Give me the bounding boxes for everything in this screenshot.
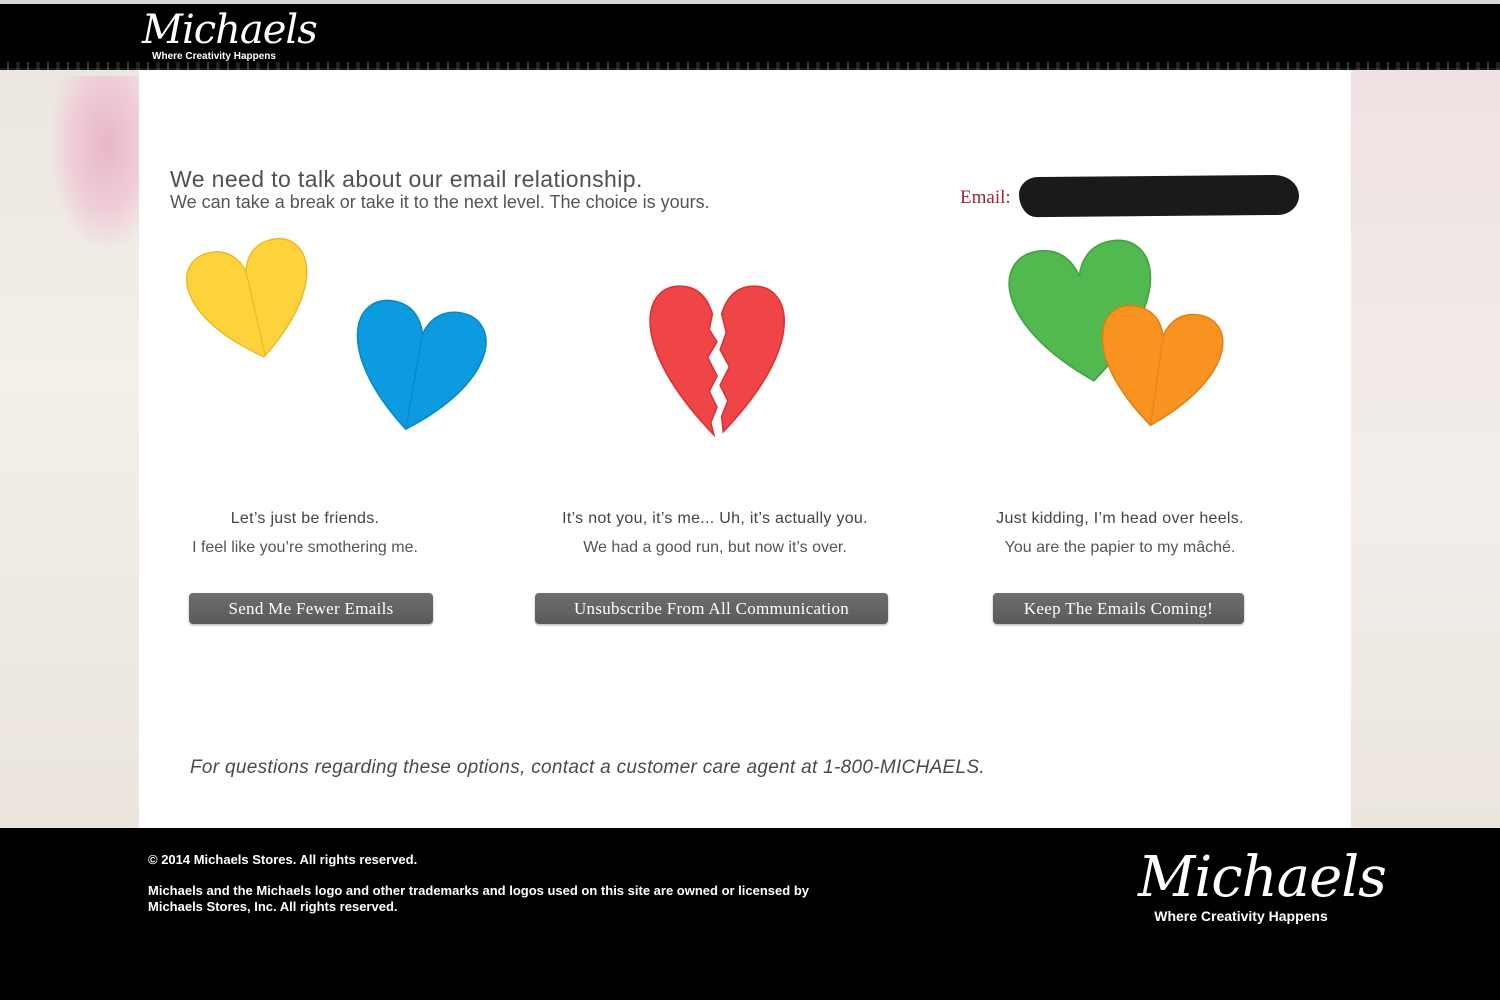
- footer-copyright: © 2014 Michaels Stores. All rights reserved.: [148, 852, 418, 867]
- footer-legal-notice: Michaels and the Michaels logo and other trademarks and logos used on this site are owned or licensed by Michaels Stores, Inc. All rights reserved.: [148, 883, 809, 914]
- broken-heart-illustration: [614, 285, 824, 445]
- footer-logo-wordmark: Michaels: [1138, 845, 1386, 910]
- broken-red-heart-icon: [650, 286, 784, 435]
- orange-heart-icon: [1091, 302, 1227, 434]
- redacted-email-address: [1019, 175, 1299, 217]
- footer-michaels-logo[interactable]: [1138, 845, 1386, 924]
- logo-tagline: Where Creativity Happens: [152, 51, 276, 62]
- option-friends-subtitle: I feel like you’re smothering me.: [192, 539, 418, 556]
- option-unsubscribe-title: It’s not you, it’s me... Uh, it’s actually you.: [562, 510, 868, 527]
- page-headline: We need to talk about our email relationship.: [170, 166, 643, 192]
- site-header: [0, 4, 1500, 68]
- option-keep-title: Just kidding, I’m head over heels.: [996, 510, 1244, 527]
- keep-emails-coming-button[interactable]: Keep The Emails Coming!: [993, 593, 1244, 624]
- logo-wordmark: Michaels: [142, 7, 317, 53]
- page-subheadline: We can take a break or take it to the next level. The choice is yours.: [170, 192, 710, 212]
- blue-heart-icon: [342, 296, 491, 441]
- option-friends-title: Let’s just be friends.: [230, 510, 380, 527]
- main-content-panel: [139, 70, 1351, 828]
- michaels-logo[interactable]: [142, 7, 317, 62]
- footer-logo-tagline: Where Creativity Happens: [1154, 908, 1328, 924]
- unsubscribe-all-button[interactable]: Unsubscribe From All Communication: [535, 593, 888, 624]
- friends-hearts-illustration: [169, 240, 499, 460]
- email-label: Email:: [960, 187, 1011, 208]
- pink-paint-smudge: [52, 76, 142, 246]
- send-fewer-emails-button[interactable]: Send Me Fewer Emails: [189, 593, 433, 624]
- paper-background-right: [1351, 70, 1500, 828]
- option-keep-subtitle: You are the papier to my mâché.: [1004, 539, 1236, 556]
- customer-care-note: For questions regarding these options, contact a customer care agent at 1-800-MICHAELS.: [190, 757, 985, 778]
- option-unsubscribe-subtitle: We had a good run, but now it’s over.: [583, 539, 847, 556]
- head-over-heels-hearts-illustration: [989, 240, 1249, 460]
- yellow-heart-icon: [181, 234, 323, 370]
